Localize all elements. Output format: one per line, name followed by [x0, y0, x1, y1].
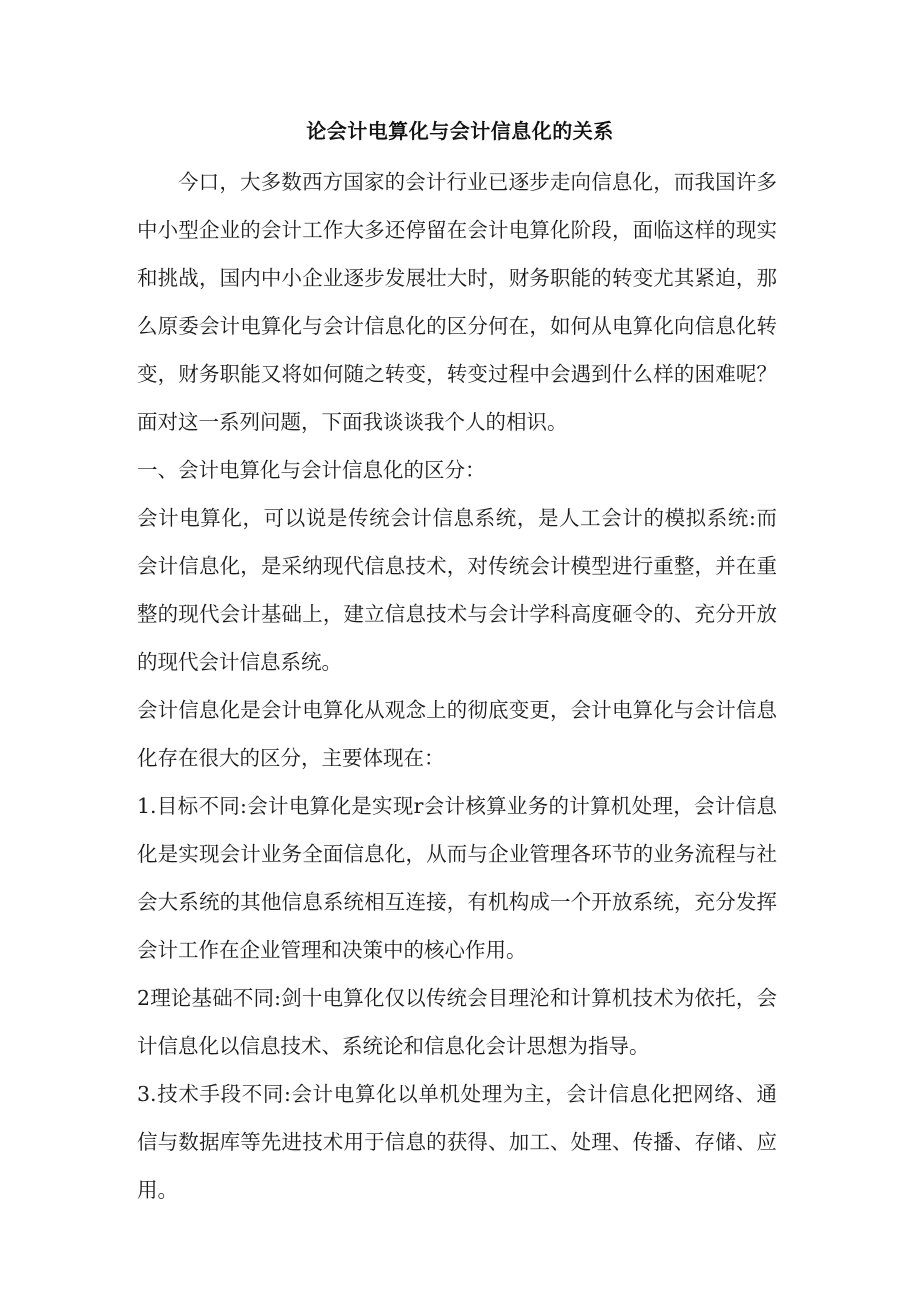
- list-item-technology: 3.技术手段不同:会计电算化以单机处理为主，会计信息化把网络、通信与数据库等先进技术用于信息的获得、加工、处理、传播、存储、应用。: [137, 1082, 777, 1202]
- paragraph-intro: 今口，大多数西方国家的会计行业已逐步走向信息化，而我国许多中小型企业的会计工作大多还停留在会计电算化阶段，面临这样的现实和挑战，国内中小企业逐步发展壮大时，财务职能的转变尤其紧迫，那么原委会计电算化与会计信息化的区分何在，如何从电算化向信息化转变，财务职能又将如何随之转变，转变过程中会遇到什么样的困难呢？面对这一系列问题，下面我谈谈我个人的相识。: [137, 170, 777, 434]
- paragraph-overview: 会计信息化是会计电算化从观念上的彻底变更，会计电算化与会计信息化存在很大的区分，主要体现在：: [137, 698, 777, 770]
- section-heading-differences: 一、会计电算化与会计信息化的区分：: [137, 458, 486, 482]
- list-item-goal: 1.目标不同:会计电算化是实现r会计核算业务的计算机处理，会计信息化是实现会计业务全面信息化，从而与企业管理各环节的业务流程与社会大系统的其他信息系统相互连接，有机构成一个开放系统，充分发挥会计工作在企业管理和决策中的核心作用。: [137, 794, 777, 962]
- list-item-theory: 2理论基础不同:剑十电算化仅以传统会目理沦和计算机技术为依托，会计信息化以信息技术、系统论和信息化会计思想为指导。: [137, 986, 777, 1058]
- paragraph-definitions: 会计电算化，可以说是传统会计信息系统，是人工会计的模拟系统:而会计信息化，是采纳现代信息技术，对传统会计模型进行重整，并在重整的现代会计基础上，建立信息技术与会计学科高度砸令的、充分开放的现代会计信息系统。: [137, 506, 777, 674]
- document-body: [137, 158, 777, 1214]
- document-title: 论会计电算化与会计信息化的关系: [306, 119, 614, 143]
